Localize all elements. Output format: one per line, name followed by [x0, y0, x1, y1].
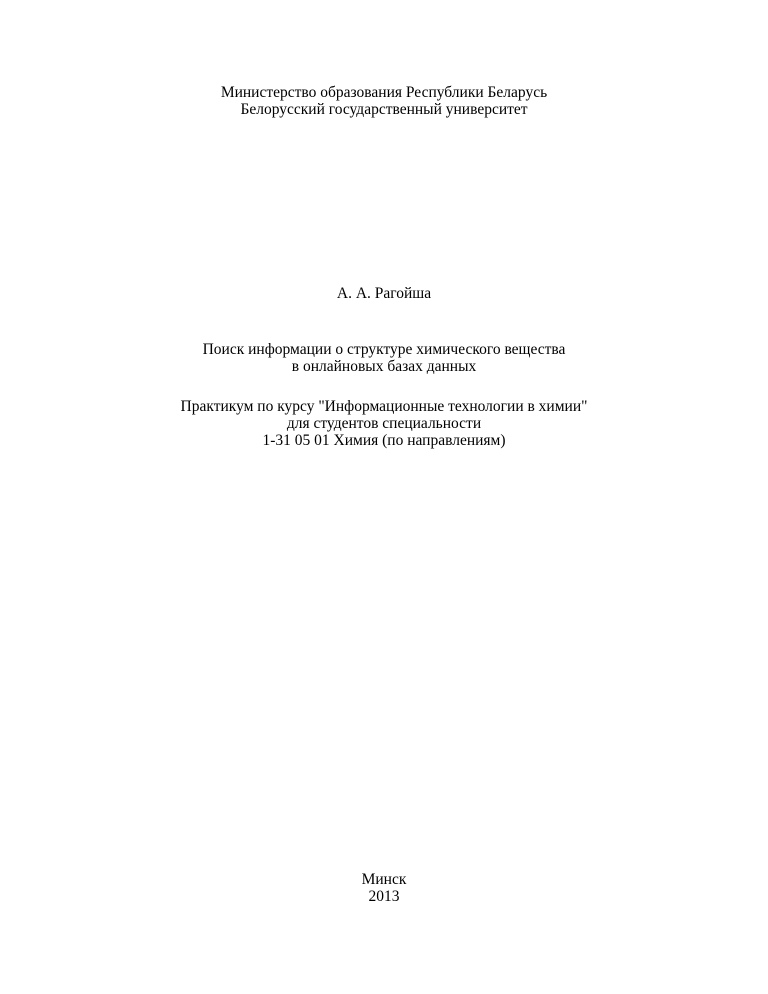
header-block — [0, 84, 768, 118]
ministry-name: Министерство образования Республики Беларусь — [220, 84, 548, 101]
university-name: Белорусский государственный университет — [240, 101, 528, 118]
city: Минск — [361, 871, 407, 888]
author-block — [0, 285, 768, 302]
subtitle-line-2: для студентов специальности — [286, 415, 482, 432]
document-title — [0, 341, 768, 375]
author-name: А. А. Рагойша — [336, 285, 432, 302]
document-subtitle — [0, 398, 768, 449]
imprint-block — [0, 871, 768, 905]
title-line-2: в онлайновых базах данных — [291, 358, 477, 375]
subtitle-line-3: 1-31 05 01 Химия (по направлениям) — [262, 432, 506, 449]
year: 2013 — [368, 888, 400, 905]
subtitle-line-1: Практикум по курсу "Информационные технологии в химии" — [180, 398, 588, 415]
title-line-1: Поиск информации о структуре химического вещества — [202, 341, 566, 358]
